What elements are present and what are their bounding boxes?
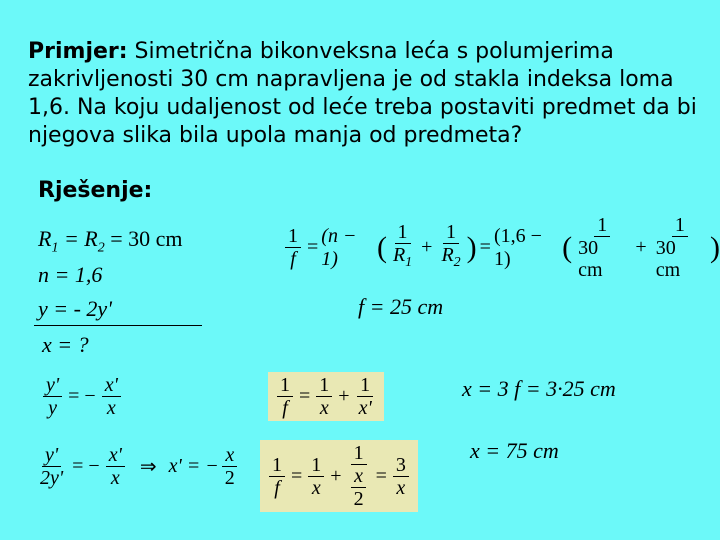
frac-1-over-f [277, 374, 293, 419]
r1-sub: 1 [405, 255, 413, 270]
den: x' [358, 397, 372, 419]
den: 2 [224, 467, 235, 489]
den [390, 244, 415, 274]
frac-1-over-30 [575, 214, 629, 281]
magnification-equation [40, 374, 124, 419]
den: 30 cm [578, 237, 603, 281]
num: 1 [443, 221, 459, 244]
lensmaker-equation [282, 214, 720, 281]
den [348, 465, 370, 510]
r1: R [392, 244, 406, 266]
den: y [48, 397, 58, 419]
x-result: x = 75 cm [470, 438, 559, 463]
given-divider [34, 325, 202, 326]
n-minus-one: (n − 1) [321, 224, 357, 270]
den: f [274, 476, 280, 499]
frac-y-prime-over-2y-prime [37, 444, 66, 489]
den [438, 244, 463, 274]
close-paren-2: ) [709, 230, 720, 264]
r2-subscript: 2 [97, 240, 105, 256]
num: y' [42, 444, 61, 467]
den: f [290, 248, 296, 270]
close-paren: ) [466, 230, 477, 264]
plus-2: + [635, 236, 647, 258]
solution-heading: Rješenje: [38, 178, 153, 203]
den: x [106, 397, 116, 419]
x-equation: x = 3 f = 3·25 cm [462, 376, 616, 401]
frac-x-prime-over-x [106, 444, 125, 489]
equals: = [291, 464, 303, 487]
given-radii [38, 226, 183, 256]
den: 2 [353, 488, 364, 510]
equals-2: = [375, 464, 387, 487]
frac-x-over-2 [351, 465, 367, 510]
num: y' [43, 374, 62, 397]
substituted-equation [260, 440, 418, 512]
frac-1-over-x-prime [356, 374, 375, 419]
x-prime-equals: x' = − [168, 455, 219, 477]
frac-1-over-r1 [390, 221, 415, 274]
num: x' [106, 444, 125, 467]
plus: + [338, 385, 350, 407]
num: 1 [316, 374, 332, 397]
den: x [110, 467, 120, 489]
r2-prefix: = R [58, 226, 98, 251]
num: 3 [393, 454, 409, 477]
problem-label [28, 39, 128, 64]
open-paren: ( [376, 230, 387, 264]
equals-minus: = − [72, 455, 100, 477]
equals: = [299, 385, 311, 407]
r2: R [441, 244, 454, 266]
implies-arrow: ⇒ [139, 456, 157, 478]
problem-label-text: Primjer: [28, 39, 128, 64]
den: x [396, 476, 406, 499]
open-paren-2: ( [562, 230, 573, 264]
num: 1 [351, 442, 367, 465]
frac-y-prime-over-y [43, 374, 62, 419]
plus: + [421, 236, 433, 258]
frac-1-over-x-half [348, 442, 370, 510]
problem-statement [28, 38, 708, 150]
num: 1 [395, 221, 411, 244]
den: x [319, 397, 329, 419]
r1-subscript: 1 [51, 240, 59, 256]
plus: + [330, 464, 342, 487]
frac-1-over-30b [653, 214, 707, 281]
radius-value: = 30 cm [104, 226, 183, 251]
frac-3-over-x [393, 454, 409, 499]
equals: = [307, 236, 319, 258]
num: 1 [357, 374, 373, 397]
num: 1 [672, 214, 688, 237]
equals-2: = [479, 236, 491, 258]
x-prime-relation [34, 444, 241, 489]
frac-1-over-x [316, 374, 332, 419]
r2-sub: 2 [453, 255, 461, 270]
frac-1-over-f [269, 454, 285, 499]
num: 1 [269, 454, 285, 477]
den: x [311, 476, 321, 499]
den: 2y' [40, 467, 64, 489]
frac-1-over-f [285, 225, 301, 270]
thin-lens-equation [268, 372, 384, 421]
num: x [351, 465, 366, 488]
frac-x-over-2 [222, 444, 238, 489]
focal-length-result: f = 25 cm [358, 294, 444, 319]
den: 30 cm [655, 237, 681, 281]
coefficient: (1,6 − 1) [493, 224, 542, 270]
frac-1-over-x [308, 454, 324, 499]
den: f [282, 397, 288, 419]
r1-symbol: R [38, 226, 52, 251]
unknown-x: x = ? [42, 332, 89, 357]
num: 1 [277, 374, 293, 397]
equals-minus: = − [68, 385, 96, 407]
num: 1 [285, 225, 301, 248]
frac-1-over-r2 [438, 221, 463, 274]
given-image-size: y = - 2y' [38, 296, 112, 321]
problem-text: Simetrična bikonveksna leća s polumjerima zakrivljenosti 30 cm napravljena je od stakla indeksa loma 1,6. Na koju udaljenost od leće treba postaviti predmet da bi njegova slika bila upola manja od predmeta? [28, 39, 697, 148]
num: 1 [308, 454, 324, 477]
given-index: n = 1,6 [38, 262, 103, 287]
num: x' [102, 374, 121, 397]
num: x [222, 444, 237, 467]
frac-x-prime-over-x [102, 374, 121, 419]
num: 1 [594, 214, 610, 237]
